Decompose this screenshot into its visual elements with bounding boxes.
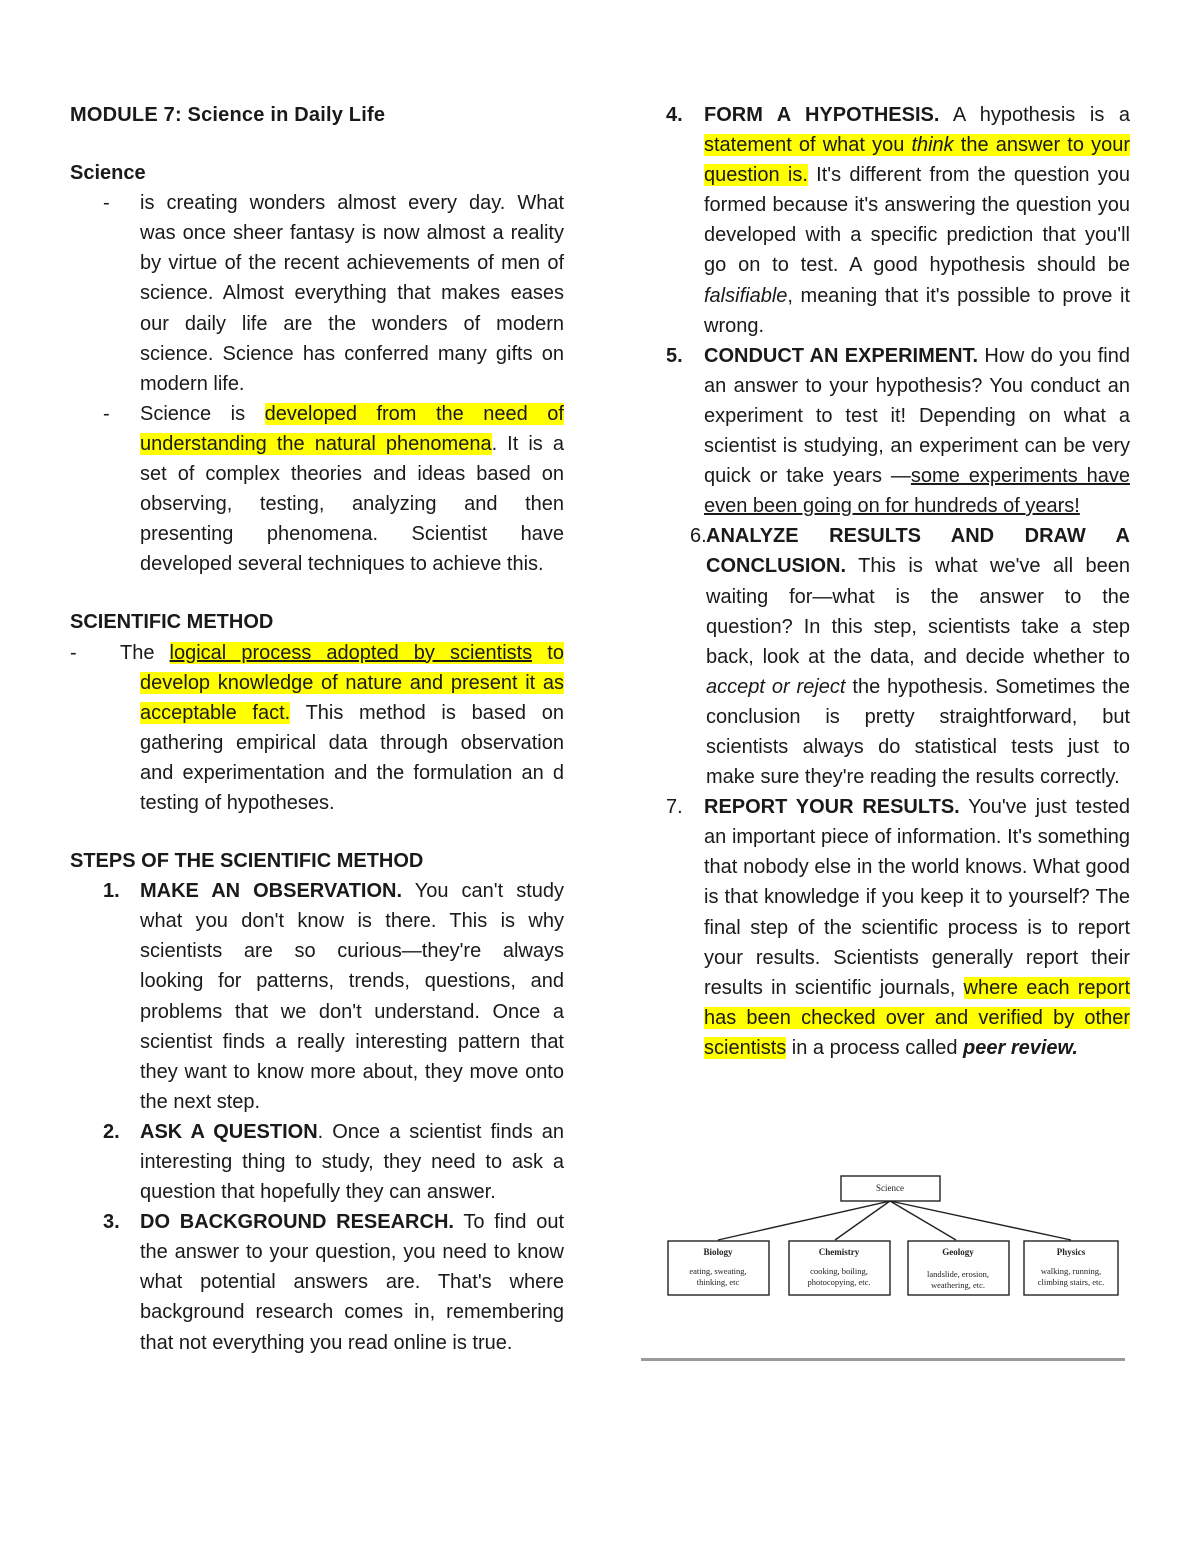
step-text: You've just tested an important piece of information. It's something that nobody else in the world knows. What good is that knowledge if you keep it to yourself? The final step of the scientific process is to report your results. Scientists generally report their results in scientific journals,: [704, 796, 1130, 999]
step-number: 6.: [690, 525, 707, 548]
step-text: You can't study what you don't know is there. This is why scientists are so curious—they're always looking for patterns, trends, questions, and problems that we don't understand. Once a scientist finds a really interesting pattern that they want to know more about, they move onto the next step.: [140, 880, 565, 1113]
step-title: MAKE AN OBSERVATION.: [140, 880, 403, 903]
science-bullet-2: [70, 399, 564, 580]
step-text: How do you find an answer to your hypothesis? You conduct an experiment to test it! Depending on what a scientist is studying, an experiment can be very quick or take years —: [704, 344, 1130, 488]
dash-marker: -: [103, 402, 110, 425]
diagram-node-line: weathering, etc.: [930, 1280, 986, 1290]
diagram-node-title: Chemistry: [818, 1247, 860, 1257]
step-text: To find out the answer to your question, you need to know what potential answers are. That's where background research comes in, remembering that not everything you read online is true.: [140, 1211, 564, 1354]
step-number: 5.: [666, 344, 683, 367]
science-bullet-2-lead: Science is: [140, 402, 265, 425]
peer-review-highlight: where each report has been checked over and verified by other scientists: [704, 976, 1131, 1059]
step-title: CONDUCT AN EXPERIMENT.: [704, 344, 979, 367]
step-number: 2.: [103, 1120, 120, 1143]
underlined-text: some experiments have even been going on for hundreds of years!: [704, 465, 1130, 518]
left-column: [70, 100, 564, 1358]
step-number: 7.: [666, 796, 683, 819]
method-bullet: [70, 638, 564, 819]
step-2: [70, 1117, 564, 1207]
step-4: [666, 100, 1130, 341]
dash-marker: -: [103, 192, 110, 215]
method-rest: This method is based on gathering empirical data through observation and experimentation and the formulation an d testing of hypotheses.: [140, 701, 564, 814]
step-6: [666, 521, 1130, 792]
science-heading: Science: [70, 162, 146, 185]
diagram-node-line: cooking, boiling,: [810, 1266, 868, 1276]
right-column: [666, 100, 1130, 1063]
diagram-node-line: thinking, etc: [696, 1277, 740, 1287]
science-bullet-1-text: is creating wonders almost every day. What was once sheer fantasy is now almost a reality by virtue of the recent achievements of men of science. Almost everything that makes eases our daily life are the wonders of modern science. Science has conferred many gifts on modern life.: [140, 192, 564, 395]
dash-marker: -: [70, 641, 77, 664]
step-1: [70, 876, 564, 1117]
step-text: . Once a scientist finds an interesting thing to study, they need to ask a question that hopefully they can answer.: [140, 1120, 564, 1204]
step-3: [70, 1207, 564, 1357]
diagram-node-line: climbing stairs, etc.: [1037, 1277, 1105, 1287]
steps-heading: STEPS OF THE SCIENTIFIC METHOD: [70, 850, 424, 873]
science-branches-diagram: [666, 1172, 1122, 1300]
falsifiable-term: falsifiable: [704, 284, 788, 307]
step-title: FORM A HYPOTHESIS.: [704, 104, 940, 126]
diagram-node-line: landslide, erosion,: [926, 1269, 990, 1279]
highlight-text: the answer to your question is.: [704, 134, 1130, 187]
diagram-node-title: Geology: [942, 1247, 974, 1257]
step-title: ANALYZE RESULTS AND DRAW A CONCLUSION.: [706, 525, 1130, 578]
peer-review-term: peer review.: [963, 1036, 1078, 1059]
step-text: This is what we've all been waiting for—what is the answer to the question? In this step, scientists take a step back, look at the data, and decide whether to: [706, 555, 1130, 668]
page-title: MODULE 7: Science in Daily Life: [70, 104, 386, 126]
science-highlight: developed from the need of understanding the natural phenomena: [140, 402, 564, 455]
horizontal-rule: [641, 1358, 1125, 1361]
method-heading: SCIENTIFIC METHOD: [70, 611, 274, 634]
step-title: REPORT YOUR RESULTS.: [704, 796, 960, 819]
connector-line: [890, 1201, 1071, 1240]
step-text: in a process called: [786, 1036, 964, 1059]
science-bullet-1: [70, 188, 564, 399]
method-highlight-underline: logical process adopted by scientists: [169, 641, 533, 664]
science-bullet-2-rest: . It is a set of complex theories and ideas based on observing, testing, analyzing and then presenting phenomena. Scientist have developed several techniques to achieve this.: [140, 432, 564, 576]
diagram-node-title: Physics: [1056, 1247, 1086, 1257]
step-text: It's different from the question you formed because it's answering the question you developed with a specific prediction that you'll go on to test. A good hypothesis should be: [704, 164, 1131, 277]
diagram-node-line: photocopying, etc.: [807, 1277, 871, 1287]
step-number: 3.: [103, 1211, 120, 1234]
highlight-text: statement of what you: [704, 134, 912, 157]
highlight-italic: think: [911, 134, 954, 157]
accept-reject-term: accept or reject: [706, 675, 846, 698]
step-7: [666, 792, 1130, 1063]
step-text: the hypothesis. Sometimes the conclusion is pretty straightforward, but scientists always do statistical tests just to make sure they're reading the results correctly.: [706, 675, 1130, 789]
connector-line: [718, 1201, 890, 1240]
step-number: 1.: [103, 880, 120, 903]
diagram-node-title: Biology: [703, 1247, 733, 1257]
step-text: A hypothesis is a: [939, 104, 1130, 126]
method-highlight: to develop knowledge of nature and present it as acceptable fact.: [140, 641, 564, 724]
diagram-node-line: walking, running,: [1040, 1266, 1102, 1276]
diagram-root-label: Science: [876, 1183, 904, 1193]
step-title: ASK A QUESTION: [140, 1120, 318, 1143]
step-title: DO BACKGROUND RESEARCH.: [140, 1211, 454, 1234]
step-5: [666, 341, 1130, 522]
connector-line: [890, 1201, 956, 1240]
diagram-node-line: eating, sweating,: [689, 1266, 747, 1276]
step-text: , meaning that it's possible to prove it wrong.: [704, 284, 1130, 337]
method-lead: The: [120, 641, 170, 664]
step-number: 4.: [666, 104, 683, 126]
